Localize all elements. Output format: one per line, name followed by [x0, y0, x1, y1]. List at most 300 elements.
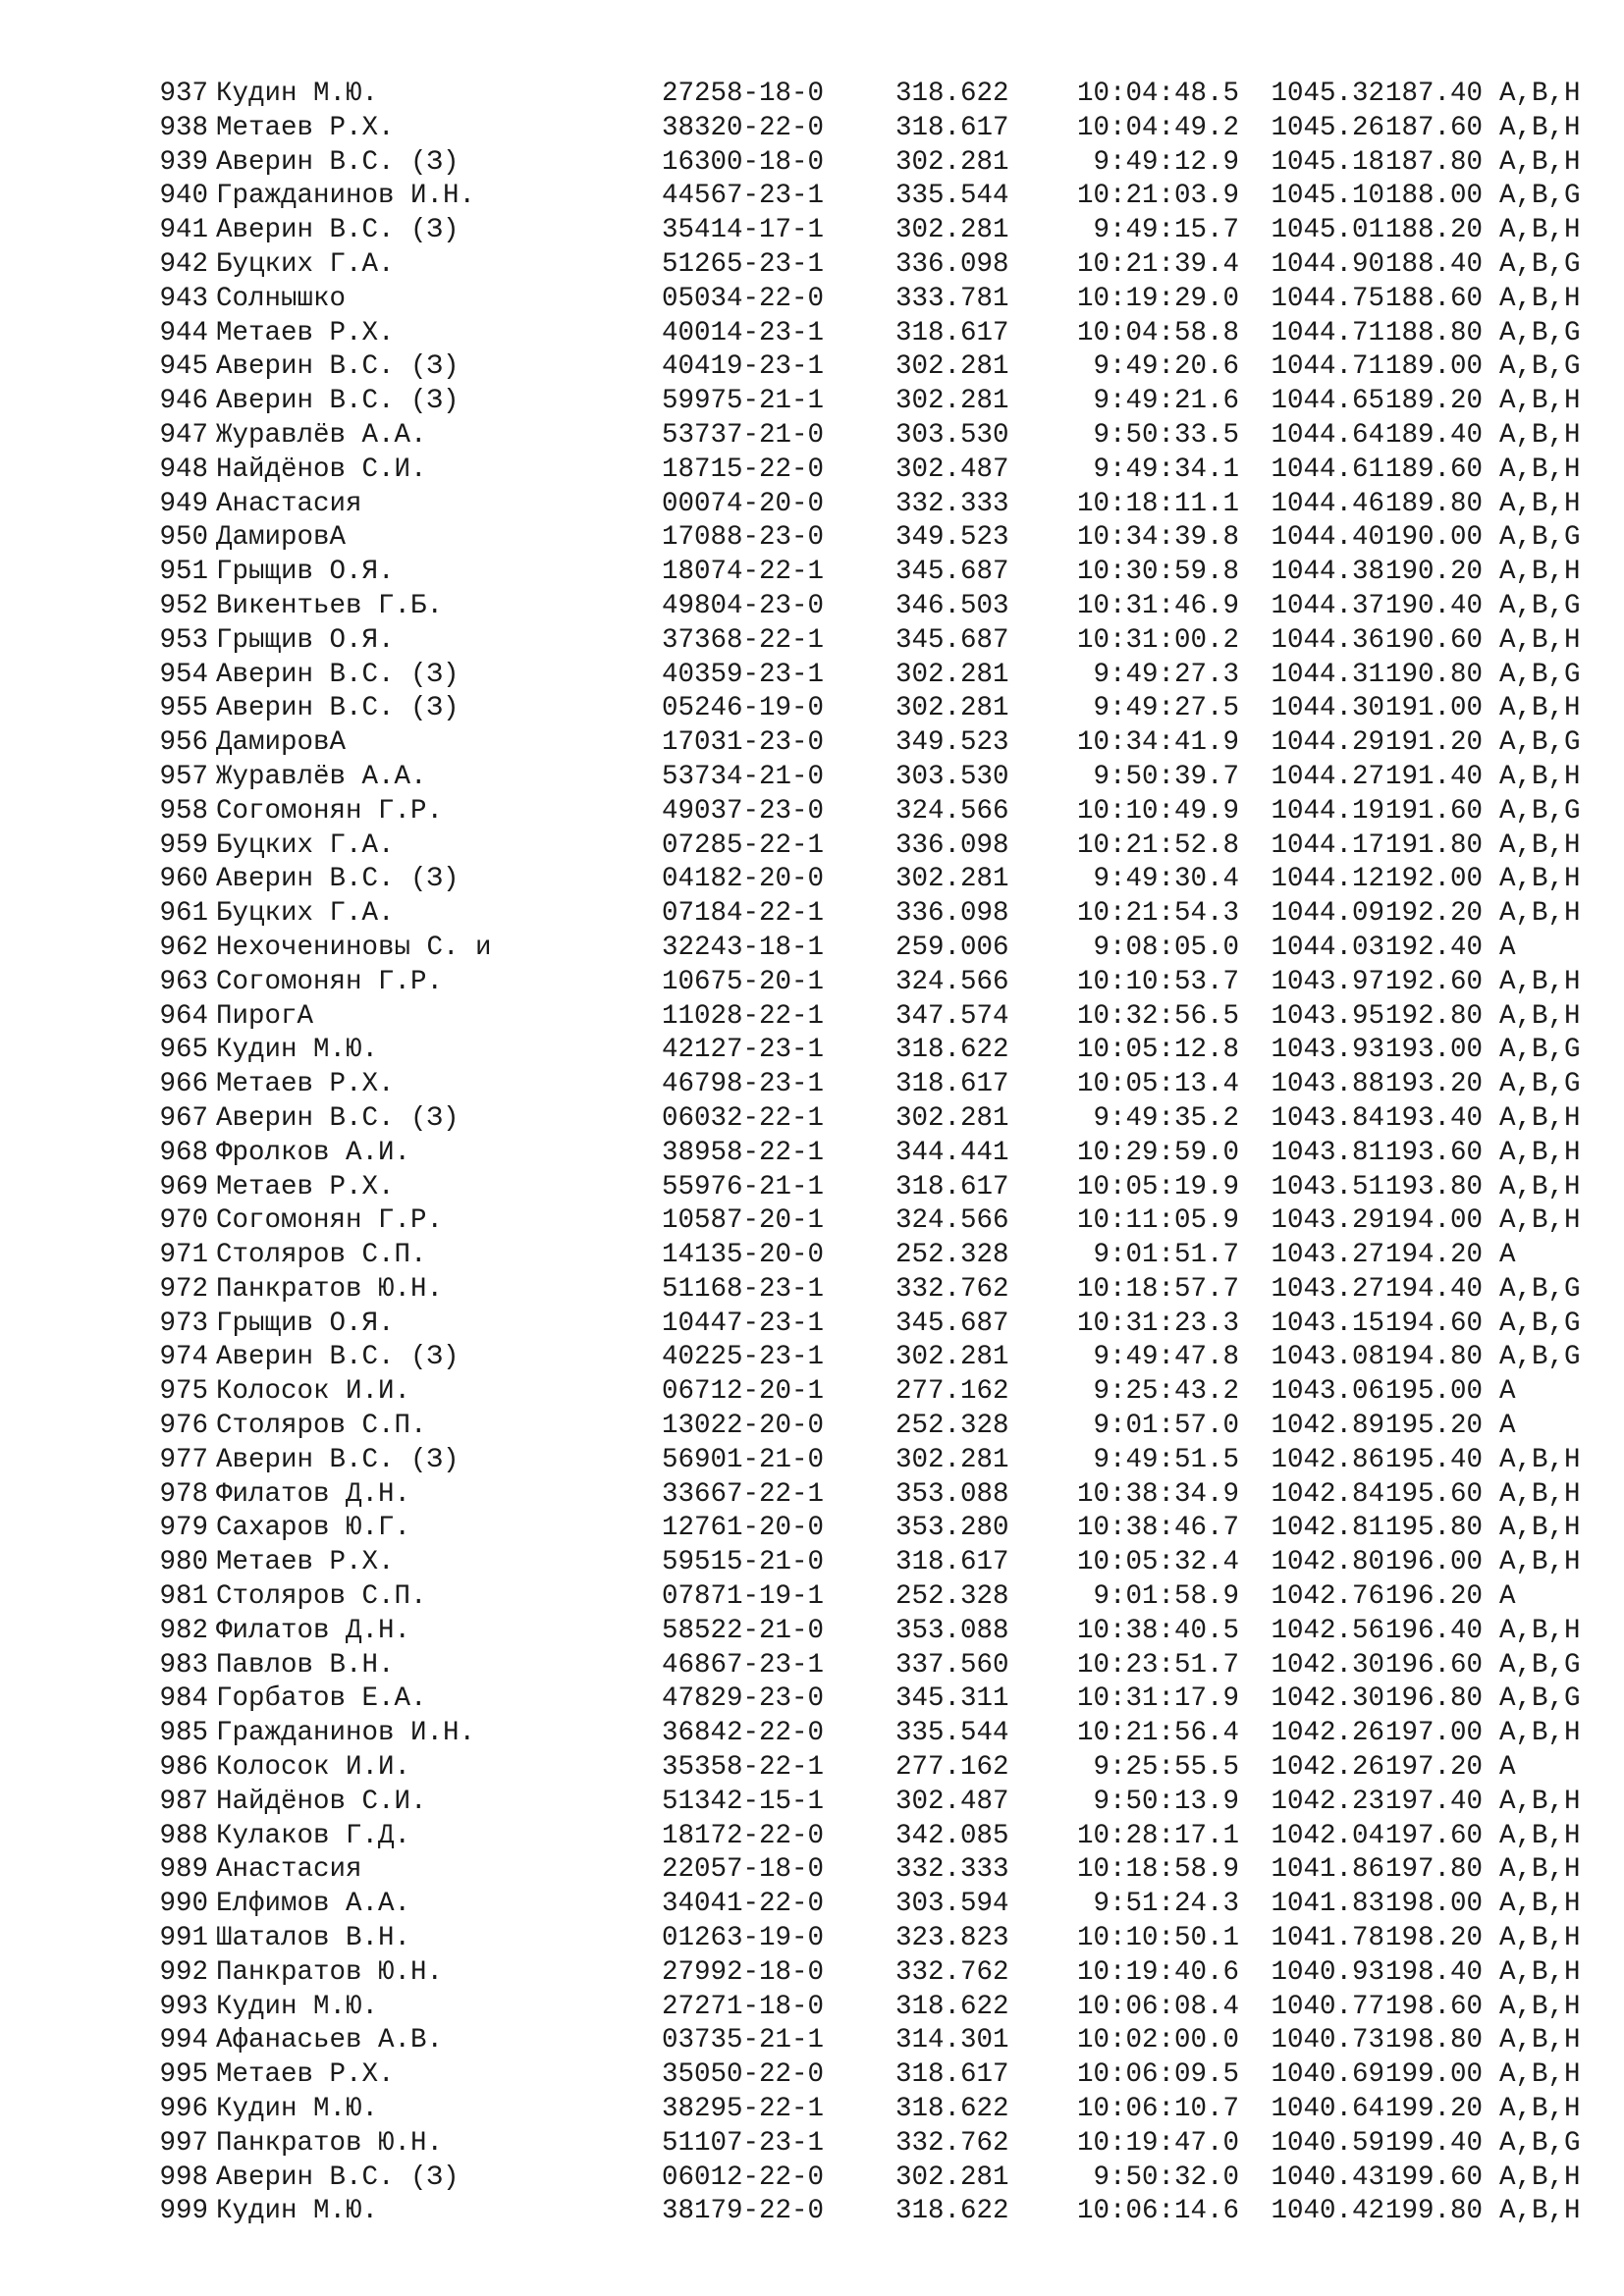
result-row [143, 1580, 1617, 1615]
classes-cell: A,B,G [1499, 1308, 1581, 1339]
speed-cell: 1043.84 [1271, 1102, 1384, 1134]
result-row [143, 1512, 1617, 1546]
classes-cell: A [1499, 1752, 1516, 1784]
time-cell: 9:49:27.3 [1093, 659, 1239, 690]
distance-cell: 302.281 [895, 1342, 1009, 1373]
time-cell: 10:05:12.8 [1076, 1035, 1239, 1066]
time-cell: 9:49:35.2 [1093, 1102, 1239, 1134]
ring-cell: 35414-17-1 [662, 215, 825, 246]
speed-cell: 1042.56 [1271, 1615, 1384, 1646]
points-cell: 187.80 [1384, 146, 1483, 178]
classes-cell: A,B,H [1499, 146, 1581, 178]
time-cell: 10:18:11.1 [1076, 488, 1239, 519]
time-cell: 10:23:51.7 [1076, 1649, 1239, 1681]
name-cell: Метаев Р.Х. [216, 112, 395, 143]
name-cell: Колосок И.И. [216, 1752, 411, 1784]
time-cell: 9:01:58.9 [1093, 1581, 1239, 1613]
time-cell: 9:25:55.5 [1093, 1752, 1239, 1784]
name-cell: Елфимов А.А. [216, 1889, 411, 1920]
result-row [143, 1717, 1617, 1751]
distance-cell: 345.687 [895, 624, 1009, 656]
result-row [143, 1444, 1617, 1478]
speed-cell: 1044.19 [1271, 795, 1384, 827]
speed-cell: 1044.12 [1271, 864, 1384, 895]
speed-cell: 1044.17 [1271, 829, 1384, 861]
result-row [143, 863, 1617, 897]
result-row [143, 624, 1617, 659]
speed-cell: 1044.64 [1271, 419, 1384, 451]
name-cell: Журавлёв А.А. [216, 419, 427, 451]
speed-cell: 1043.51 [1271, 1171, 1384, 1202]
result-row [143, 2195, 1617, 2229]
name-cell: Грыщив О.Я. [216, 1308, 395, 1339]
speed-cell: 1045.10 [1271, 181, 1384, 212]
place-cell: 962 [159, 932, 208, 963]
place-cell: 985 [159, 1718, 208, 1749]
speed-cell: 1040.64 [1271, 2094, 1384, 2125]
time-cell: 10:06:09.5 [1076, 2059, 1239, 2091]
speed-cell: 1042.81 [1271, 1513, 1384, 1544]
distance-cell: 346.503 [895, 590, 1009, 621]
place-cell: 970 [159, 1205, 208, 1237]
classes-cell: A,B,G [1499, 1649, 1581, 1681]
distance-cell: 318.622 [895, 1035, 1009, 1066]
place-cell: 942 [159, 248, 208, 280]
classes-cell: A,B,H [1499, 1444, 1581, 1475]
name-cell: Найдёнов С.И. [216, 1786, 427, 1817]
ring-cell: 49037-23-0 [662, 795, 825, 827]
result-row [143, 1922, 1617, 1956]
classes-cell: A,B,G [1499, 317, 1581, 348]
place-cell: 956 [159, 727, 208, 759]
points-cell: 194.40 [1384, 1273, 1483, 1305]
points-cell: 198.80 [1384, 2025, 1483, 2056]
points-cell: 191.40 [1384, 761, 1483, 792]
name-cell: Буцких Г.А. [216, 248, 395, 280]
place-cell: 978 [159, 1478, 208, 1510]
name-cell: Аверин В.С. (З) [216, 386, 460, 417]
ring-cell: 17031-23-0 [662, 727, 825, 759]
name-cell: Грыщив О.Я. [216, 557, 395, 588]
name-cell: Филатов Д.Н. [216, 1615, 411, 1646]
classes-cell: A,B,H [1499, 1171, 1581, 1202]
speed-cell: 1045.32 [1271, 79, 1384, 109]
distance-cell: 347.574 [895, 1000, 1009, 1032]
distance-cell: 318.617 [895, 1547, 1009, 1578]
points-cell: 194.80 [1384, 1342, 1483, 1373]
place-cell: 954 [159, 659, 208, 690]
speed-cell: 1042.86 [1271, 1444, 1384, 1475]
ring-cell: 55976-21-1 [662, 1171, 825, 1202]
ring-cell: 27258-18-0 [662, 79, 825, 109]
points-cell: 192.00 [1384, 864, 1483, 895]
distance-cell: 332.333 [895, 1854, 1009, 1886]
ring-cell: 56901-21-0 [662, 1444, 825, 1475]
result-row [143, 214, 1617, 248]
result-row [143, 556, 1617, 590]
time-cell: 10:21:03.9 [1076, 181, 1239, 212]
ring-cell: 44567-23-1 [662, 181, 825, 212]
ring-cell: 38295-22-1 [662, 2094, 825, 2125]
classes-cell: A,B,H [1499, 2094, 1581, 2125]
name-cell: Гражданинов И.Н. [216, 181, 476, 212]
ring-cell: 40359-23-1 [662, 659, 825, 690]
place-cell: 976 [159, 1411, 208, 1442]
speed-cell: 1041.83 [1271, 1889, 1384, 1920]
distance-cell: 302.281 [895, 659, 1009, 690]
speed-cell: 1044.29 [1271, 727, 1384, 759]
name-cell: Аверин В.С. (З) [216, 1102, 460, 1134]
place-cell: 979 [159, 1513, 208, 1544]
time-cell: 10:05:19.9 [1076, 1171, 1239, 1202]
distance-cell: 324.566 [895, 795, 1009, 827]
ring-cell: 53737-21-0 [662, 419, 825, 451]
classes-cell: A,B,H [1499, 2162, 1581, 2193]
name-cell: Буцких Г.А. [216, 829, 395, 861]
distance-cell: 252.328 [895, 1240, 1009, 1271]
speed-cell: 1042.84 [1271, 1478, 1384, 1510]
name-cell: Согомонян Г.Р. [216, 1205, 444, 1237]
result-row [143, 419, 1617, 454]
result-row [143, 2024, 1617, 2058]
name-cell: Панкратов Ю.Н. [216, 2127, 444, 2159]
time-cell: 10:05:32.4 [1076, 1547, 1239, 1578]
ring-cell: 00074-20-0 [662, 488, 825, 519]
name-cell: Панкратов Ю.Н. [216, 1956, 444, 1988]
result-row [143, 78, 1617, 112]
time-cell: 10:19:29.0 [1076, 283, 1239, 314]
points-cell: 189.80 [1384, 488, 1483, 519]
ring-cell: 07285-22-1 [662, 829, 825, 861]
time-cell: 9:01:51.7 [1093, 1240, 1239, 1271]
ring-cell: 18074-22-1 [662, 557, 825, 588]
result-row [143, 180, 1617, 214]
points-cell: 191.00 [1384, 693, 1483, 724]
distance-cell: 302.281 [895, 215, 1009, 246]
name-cell: Аверин В.С. (З) [216, 146, 460, 178]
points-cell: 199.00 [1384, 2059, 1483, 2091]
distance-cell: 349.523 [895, 522, 1009, 554]
ring-cell: 51342-15-1 [662, 1786, 825, 1817]
classes-cell: A,B,G [1499, 727, 1581, 759]
distance-cell: 302.281 [895, 386, 1009, 417]
place-cell: 951 [159, 557, 208, 588]
name-cell: Аверин В.С. (З) [216, 1342, 460, 1373]
time-cell: 9:51:24.3 [1093, 1889, 1239, 1920]
classes-cell: A,B,H [1499, 864, 1581, 895]
speed-cell: 1043.15 [1271, 1308, 1384, 1339]
points-cell: 190.80 [1384, 659, 1483, 690]
speed-cell: 1041.78 [1271, 1923, 1384, 1954]
name-cell: Кудин М.Ю. [216, 2196, 379, 2227]
name-cell: Викентьев Г.Б. [216, 590, 444, 621]
classes-cell: A,B,H [1499, 79, 1581, 109]
result-row [143, 1649, 1617, 1683]
classes-cell: A,B,H [1499, 1854, 1581, 1886]
points-cell: 189.40 [1384, 419, 1483, 451]
time-cell: 9:49:15.7 [1093, 215, 1239, 246]
result-row [143, 350, 1617, 385]
result-row [143, 1102, 1617, 1137]
classes-cell: A,B,G [1499, 351, 1581, 383]
ring-cell: 04182-20-0 [662, 864, 825, 895]
points-cell: 193.80 [1384, 1171, 1483, 1202]
name-cell: Согомонян Г.Р. [216, 966, 444, 997]
points-cell: 195.20 [1384, 1411, 1483, 1442]
speed-cell: 1042.89 [1271, 1411, 1384, 1442]
points-cell: 199.20 [1384, 2094, 1483, 2125]
time-cell: 9:50:33.5 [1093, 419, 1239, 451]
time-cell: 10:04:58.8 [1076, 317, 1239, 348]
distance-cell: 344.441 [895, 1137, 1009, 1168]
time-cell: 9:25:43.2 [1093, 1376, 1239, 1408]
result-row [143, 248, 1617, 283]
name-cell: Грыщив О.Я. [216, 624, 395, 656]
points-cell: 199.60 [1384, 2162, 1483, 2193]
place-cell: 991 [159, 1923, 208, 1954]
ring-cell: 32243-18-1 [662, 932, 825, 963]
classes-cell: A,B,H [1499, 2196, 1581, 2227]
name-cell: Метаев Р.Х. [216, 1547, 395, 1578]
ring-cell: 05246-19-0 [662, 693, 825, 724]
speed-cell: 1045.26 [1271, 112, 1384, 143]
ring-cell: 37368-22-1 [662, 624, 825, 656]
time-cell: 9:08:05.0 [1093, 932, 1239, 963]
place-cell: 984 [159, 1683, 208, 1715]
result-row [143, 1137, 1617, 1171]
time-cell: 9:49:20.6 [1093, 351, 1239, 383]
result-row [143, 1000, 1617, 1035]
speed-cell: 1040.43 [1271, 2162, 1384, 2193]
distance-cell: 277.162 [895, 1752, 1009, 1784]
speed-cell: 1042.26 [1271, 1752, 1384, 1784]
speed-cell: 1044.75 [1271, 283, 1384, 314]
time-cell: 10:02:00.0 [1076, 2025, 1239, 2056]
points-cell: 197.00 [1384, 1718, 1483, 1749]
ring-cell: 12761-20-0 [662, 1513, 825, 1544]
result-row [143, 966, 1617, 1000]
speed-cell: 1044.38 [1271, 557, 1384, 588]
time-cell: 9:49:21.6 [1093, 386, 1239, 417]
speed-cell: 1040.93 [1271, 1956, 1384, 1988]
distance-cell: 303.530 [895, 761, 1009, 792]
ring-cell: 51107-23-1 [662, 2127, 825, 2159]
name-cell: Шаталов В.Н. [216, 1923, 411, 1954]
time-cell: 10:29:59.0 [1076, 1137, 1239, 1168]
time-cell: 9:49:47.8 [1093, 1342, 1239, 1373]
points-cell: 193.60 [1384, 1137, 1483, 1168]
place-cell: 938 [159, 112, 208, 143]
speed-cell: 1044.27 [1271, 761, 1384, 792]
place-cell: 975 [159, 1376, 208, 1408]
classes-cell: A,B,H [1499, 829, 1581, 861]
classes-cell: A,B,H [1499, 1923, 1581, 1954]
time-cell: 10:34:41.9 [1076, 727, 1239, 759]
classes-cell: A [1499, 1581, 1516, 1613]
name-cell: Найдёнов С.И. [216, 454, 427, 485]
distance-cell: 318.617 [895, 2059, 1009, 2091]
ring-cell: 34041-22-0 [662, 1889, 825, 1920]
result-row [143, 454, 1617, 488]
speed-cell: 1043.95 [1271, 1000, 1384, 1032]
classes-cell: A,B,G [1499, 1069, 1581, 1100]
name-cell: Горбатов Е.А. [216, 1683, 427, 1715]
time-cell: 9:01:57.0 [1093, 1411, 1239, 1442]
distance-cell: 345.687 [895, 557, 1009, 588]
place-cell: 967 [159, 1102, 208, 1134]
distance-cell: 332.333 [895, 488, 1009, 519]
time-cell: 9:50:39.7 [1093, 761, 1239, 792]
time-cell: 10:28:17.1 [1076, 1820, 1239, 1851]
distance-cell: 302.281 [895, 1444, 1009, 1475]
place-cell: 957 [159, 761, 208, 792]
result-row [143, 2127, 1617, 2162]
classes-cell: A,B,H [1499, 1889, 1581, 1920]
speed-cell: 1043.88 [1271, 1069, 1384, 1100]
name-cell: Филатов Д.Н. [216, 1478, 411, 1510]
ring-cell: 07184-22-1 [662, 898, 825, 930]
result-row [143, 112, 1617, 146]
time-cell: 9:49:27.5 [1093, 693, 1239, 724]
speed-cell: 1042.23 [1271, 1786, 1384, 1817]
distance-cell: 353.280 [895, 1513, 1009, 1544]
result-row [143, 146, 1617, 181]
name-cell: Павлов В.Н. [216, 1649, 395, 1681]
points-cell: 194.20 [1384, 1240, 1483, 1271]
ring-cell: 10587-20-1 [662, 1205, 825, 1237]
place-cell: 988 [159, 1820, 208, 1851]
speed-cell: 1044.61 [1271, 454, 1384, 485]
distance-cell: 342.085 [895, 1820, 1009, 1851]
ring-cell: 51265-23-1 [662, 248, 825, 280]
distance-cell: 324.566 [895, 966, 1009, 997]
classes-cell: A,B,H [1499, 2025, 1581, 2056]
ring-cell: 59975-21-1 [662, 386, 825, 417]
speed-cell: 1044.71 [1271, 317, 1384, 348]
ring-cell: 40014-23-1 [662, 317, 825, 348]
place-cell: 941 [159, 215, 208, 246]
result-row [143, 1853, 1617, 1888]
place-cell: 964 [159, 1000, 208, 1032]
ring-cell: 42127-23-1 [662, 1035, 825, 1066]
time-cell: 10:31:23.3 [1076, 1308, 1239, 1339]
classes-cell: A,B,H [1499, 1478, 1581, 1510]
name-cell: Анастасия [216, 1854, 362, 1886]
result-row [143, 1956, 1617, 1991]
time-cell: 9:49:12.9 [1093, 146, 1239, 178]
place-cell: 993 [159, 1991, 208, 2022]
distance-cell: 302.487 [895, 454, 1009, 485]
speed-cell: 1042.26 [1271, 1718, 1384, 1749]
distance-cell: 302.281 [895, 693, 1009, 724]
place-cell: 986 [159, 1752, 208, 1784]
result-row [143, 829, 1617, 864]
result-row [143, 1171, 1617, 1205]
speed-cell: 1043.08 [1271, 1342, 1384, 1373]
time-cell: 10:04:48.5 [1076, 79, 1239, 109]
place-cell: 974 [159, 1342, 208, 1373]
points-cell: 197.20 [1384, 1752, 1483, 1784]
distance-cell: 318.622 [895, 1991, 1009, 2022]
distance-cell: 303.530 [895, 419, 1009, 451]
time-cell: 10:21:52.8 [1076, 829, 1239, 861]
time-cell: 10:30:59.8 [1076, 557, 1239, 588]
classes-cell: A,B,H [1499, 283, 1581, 314]
classes-cell: A,B,H [1499, 1513, 1581, 1544]
classes-cell: A,B,H [1499, 1991, 1581, 2022]
place-cell: 944 [159, 317, 208, 348]
result-row [143, 1478, 1617, 1513]
result-row [143, 2093, 1617, 2127]
points-cell: 193.40 [1384, 1102, 1483, 1134]
ring-cell: 59515-21-0 [662, 1547, 825, 1578]
name-cell: Кудин М.Ю. [216, 1991, 379, 2022]
result-row [143, 761, 1617, 795]
classes-cell: A,B,H [1499, 112, 1581, 143]
speed-cell: 1042.04 [1271, 1820, 1384, 1851]
result-row [143, 897, 1617, 932]
name-cell: Аверин В.С. (З) [216, 1444, 460, 1475]
ring-cell: 01263-19-0 [662, 1923, 825, 1954]
distance-cell: 318.622 [895, 2094, 1009, 2125]
points-cell: 187.60 [1384, 112, 1483, 143]
place-cell: 949 [159, 488, 208, 519]
time-cell: 10:34:39.8 [1076, 522, 1239, 554]
name-cell: Гражданинов И.Н. [216, 1718, 476, 1749]
speed-cell: 1043.27 [1271, 1273, 1384, 1305]
place-cell: 982 [159, 1615, 208, 1646]
name-cell: Журавлёв А.А. [216, 761, 427, 792]
speed-cell: 1044.65 [1271, 386, 1384, 417]
speed-cell: 1043.29 [1271, 1205, 1384, 1237]
points-cell: 198.00 [1384, 1889, 1483, 1920]
place-cell: 955 [159, 693, 208, 724]
place-cell: 977 [159, 1444, 208, 1475]
place-cell: 980 [159, 1547, 208, 1578]
points-cell: 195.00 [1384, 1376, 1483, 1408]
classes-cell: A,B,H [1499, 624, 1581, 656]
classes-cell: A [1499, 1376, 1516, 1408]
speed-cell: 1044.71 [1271, 351, 1384, 383]
points-cell: 190.60 [1384, 624, 1483, 656]
place-cell: 983 [159, 1649, 208, 1681]
name-cell: Колосок И.И. [216, 1376, 411, 1408]
result-row [143, 488, 1617, 522]
place-cell: 995 [159, 2059, 208, 2091]
classes-cell: A,B,G [1499, 1683, 1581, 1715]
time-cell: 10:18:58.9 [1076, 1854, 1239, 1886]
result-row [143, 2162, 1617, 2196]
place-cell: 963 [159, 966, 208, 997]
result-row [143, 1410, 1617, 1444]
points-cell: 189.60 [1384, 454, 1483, 485]
ring-cell: 06012-22-0 [662, 2162, 825, 2193]
place-cell: 971 [159, 1240, 208, 1271]
result-row [143, 1204, 1617, 1239]
points-cell: 191.20 [1384, 727, 1483, 759]
time-cell: 10:10:53.7 [1076, 966, 1239, 997]
points-cell: 188.20 [1384, 215, 1483, 246]
distance-cell: 337.560 [895, 1649, 1009, 1681]
ring-cell: 13022-20-0 [662, 1411, 825, 1442]
points-cell: 197.40 [1384, 1786, 1483, 1817]
classes-cell: A,B,H [1499, 1615, 1581, 1646]
points-cell: 194.00 [1384, 1205, 1483, 1237]
speed-cell: 1044.37 [1271, 590, 1384, 621]
points-cell: 187.40 [1384, 79, 1483, 109]
place-cell: 966 [159, 1069, 208, 1100]
ring-cell: 38958-22-1 [662, 1137, 825, 1168]
